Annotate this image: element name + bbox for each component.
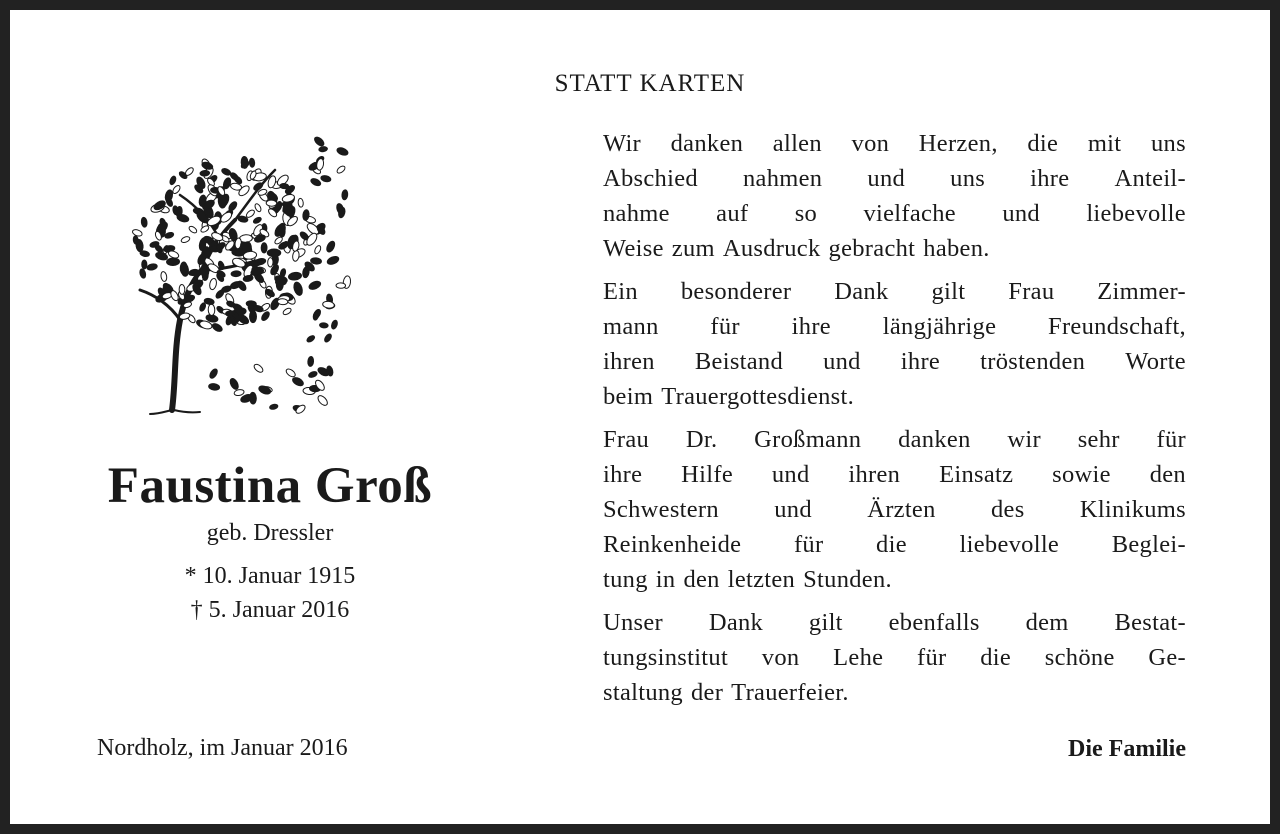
- text-line: Abschied nahmen und uns ihre Anteil-: [603, 165, 1186, 192]
- text-line: tungsinstitut von Lehe für die schöne Ge-: [603, 644, 1186, 671]
- obituary-card: [10, 10, 1270, 824]
- signature: Die Familie: [1068, 736, 1186, 762]
- text-line: nahme auf so vielfache und liebevolle: [603, 200, 1186, 227]
- thank-you-text: [603, 126, 1186, 718]
- paragraph: [603, 422, 1186, 597]
- text-line: Wir danken allen von Herzen, die mit uns: [603, 130, 1186, 157]
- text-line: Frau Dr. Großmann danken wir sehr für: [603, 426, 1186, 453]
- text-line: mann für ihre längjährige Freundschaft,: [603, 313, 1186, 340]
- place-date: Nordholz, im Januar 2016: [97, 735, 348, 761]
- text-line: tung in den letzten Stunden.: [603, 566, 892, 593]
- text-line: Reinkenheide für die liebevolle Beglei-: [603, 531, 1186, 558]
- birth-date: * 10. Januar 1915: [184, 563, 356, 589]
- paragraph: [603, 605, 1186, 710]
- text-line: Weise zum Ausdruck gebracht haben.: [603, 235, 990, 262]
- paragraph: [603, 274, 1186, 414]
- header-statt-karten: STATT KARTEN: [554, 70, 746, 97]
- text-line: staltung der Trauerfeier.: [603, 679, 849, 706]
- text-line: beim Trauergottesdienst.: [603, 383, 855, 410]
- text-line: Ein besonderer Dank gilt Frau Zimmer-: [603, 278, 1186, 305]
- paragraph: [603, 126, 1186, 266]
- text-line: Unser Dank gilt ebenfalls dem Bestat-: [603, 609, 1186, 636]
- text-line: ihre Hilfe und ihren Einsatz sowie den: [603, 461, 1186, 488]
- text-line: Schwestern und Ärzten des Klinikums: [603, 496, 1186, 523]
- deceased-name: Faustina Groß: [107, 458, 433, 514]
- windblown-tree-icon: [110, 120, 360, 420]
- text-line: ihren Beistand und ihre tröstenden Worte: [603, 348, 1186, 375]
- maiden-name: geb. Dressler: [206, 520, 334, 546]
- death-date: † 5. Januar 2016: [190, 597, 350, 623]
